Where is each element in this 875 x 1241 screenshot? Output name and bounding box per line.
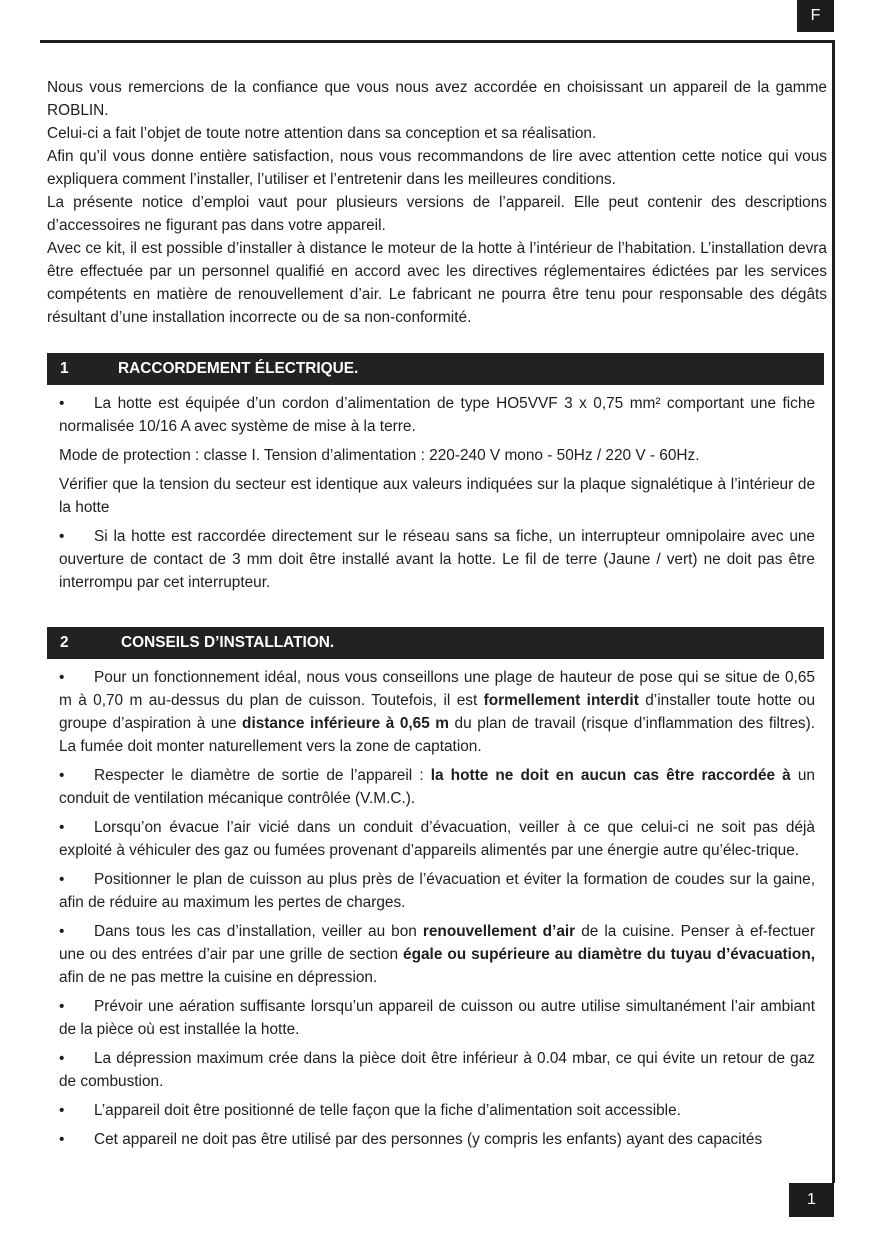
bullet-icon: • (59, 528, 65, 545)
bullet-icon: • (59, 998, 65, 1015)
page-number: 1 (789, 1183, 834, 1217)
language-tab: F (797, 0, 834, 32)
bullet-icon: • (59, 669, 65, 686)
section-number: 2 (60, 634, 69, 651)
section-number: 1 (60, 360, 69, 377)
bullet-item: • Respecter le diamètre de sortie de l’appareil : la hotte ne doit en aucun cas être raccordée à un conduit de ventilation mécanique contrôlée (V.M.C.). (59, 764, 815, 810)
bullet-icon: • (59, 923, 65, 940)
intro-paragraph: Nous vous remercions de la confiance que vous nous avez accordée en choisissant un appareil de la gamme ROBLIN. (47, 79, 827, 119)
intro-paragraph: Afin qu’il vous donne entière satisfaction, nous vous recommandons de lire avec attention cette notice qui vous expliquera comment l’installer, l’utiliser et l’entretenir dans les meilleures conditions. (47, 148, 827, 188)
bullet-item: • La hotte est équipée d’un cordon d’alimentation de type HO5VVF 3 x 0,75 mm² comportant une fiche normalisée 10/16 A avec système de mise à la terre. (59, 392, 815, 438)
section-title: RACCORDEMENT ÉLECTRIQUE. (118, 360, 359, 377)
paragraph: Vérifier que la tension du secteur est identique aux valeurs indiquées sur la plaque signalétique à l’intérieur de la hotte (59, 476, 815, 516)
bullet-item: • Prévoir une aération suffisante lorsqu’un appareil de cuisson ou autre utilise simultanément l’air ambiant de la pièce où est installée la hotte. (59, 995, 815, 1041)
bullet-icon: • (59, 395, 65, 412)
bullet-icon: • (59, 1050, 65, 1067)
section-installation-body (59, 666, 815, 1157)
bullet-item: • Cet appareil ne doit pas être utilisé par des personnes (y compris les enfants) ayant des capacités (59, 1128, 815, 1151)
section-header-electrical (47, 353, 824, 385)
bullet-item: • Lorsqu’on évacue l’air vicié dans un conduit d’évacuation, veiller à ce que celui-ci ne soit pas déjà exploité à véhiculer des gaz ou fumées provenant d’appareils alimentés par une énergie autre qu’élec-trique. (59, 816, 815, 862)
bullet-icon: • (59, 871, 65, 888)
right-rule (832, 40, 835, 1183)
bullet-item: • Pour un fonctionnement idéal, nous vous conseillons une plage de hauteur de pose qui se situe de 0,65 m à 0,70 m au-dessus du plan de cuisson. Toutefois, il est formellement interdit d’installer toute hotte ou groupe d’aspiration à une distance inférieure à 0,65 m du plan de travail (risque d’inflammation des filtres). La fumée doit monter naturellement vers la zone de captation. (59, 666, 815, 758)
bullet-item: • Positionner le plan de cuisson au plus près de l’évacuation et éviter la formation de coudes sur la gaine, afin de réduire au maximum les pertes de charges. (59, 868, 815, 914)
intro-paragraph: La présente notice d’emploi vaut pour plusieurs versions de l’appareil. Elle peut contenir des descriptions d’accessoires ne figurant pas dans votre appareil. (47, 194, 827, 234)
intro-paragraph: Avec ce kit, il est possible d’installer à distance le moteur de la hotte à l’intérieur de l’habitation. L’installation devra être effectuée par un personnel qualifié en accord avec les directives réglementaires édictées par les services compétents en matière de renouvellement d’air. Le fabricant ne pourra être tenu pour responsable des dégâts résultant d’une installation incorrecte ou de sa non-conformité. (47, 240, 827, 326)
bullet-icon: • (59, 1131, 65, 1148)
bullet-item: • Dans tous les cas d’installation, veiller au bon renouvellement d’air de la cuisine. Penser à ef-fectuer une ou des entrées d’air par une grille de section égale ou supérieure au diamètre du tuyau d’évacuation, afin de ne pas mettre la cuisine en dépression. (59, 920, 815, 989)
bullet-icon: • (59, 1102, 65, 1119)
top-rule (40, 40, 835, 43)
intro-text (47, 76, 827, 329)
bullet-icon: • (59, 767, 65, 784)
section-title: CONSEILS D’INSTALLATION. (121, 634, 335, 651)
intro-paragraph: Celui-ci a fait l’objet de toute notre attention dans sa conception et sa réalisation. (47, 125, 597, 142)
bullet-item: • L’appareil doit être positionné de telle façon que la fiche d’alimentation soit accessible. (59, 1099, 815, 1122)
section-electrical-body (59, 392, 815, 600)
bullet-icon: • (59, 819, 65, 836)
paragraph: Mode de protection : classe I. Tension d’alimentation : 220-240 V mono - 50Hz / 220 V - 60Hz. (59, 447, 700, 464)
bullet-item: • La dépression maximum crée dans la pièce doit être inférieur à 0.04 mbar, ce qui évite un retour de gaz de combustion. (59, 1047, 815, 1093)
bullet-item: • Si la hotte est raccordée directement sur le réseau sans sa fiche, un interrupteur omnipolaire avec une ouverture de contact de 3 mm doit être installé avant la hotte. Le fil de terre (Jaune / vert) ne doit pas être interrompu par cet interrupteur. (59, 525, 815, 594)
section-header-installation (47, 627, 824, 659)
